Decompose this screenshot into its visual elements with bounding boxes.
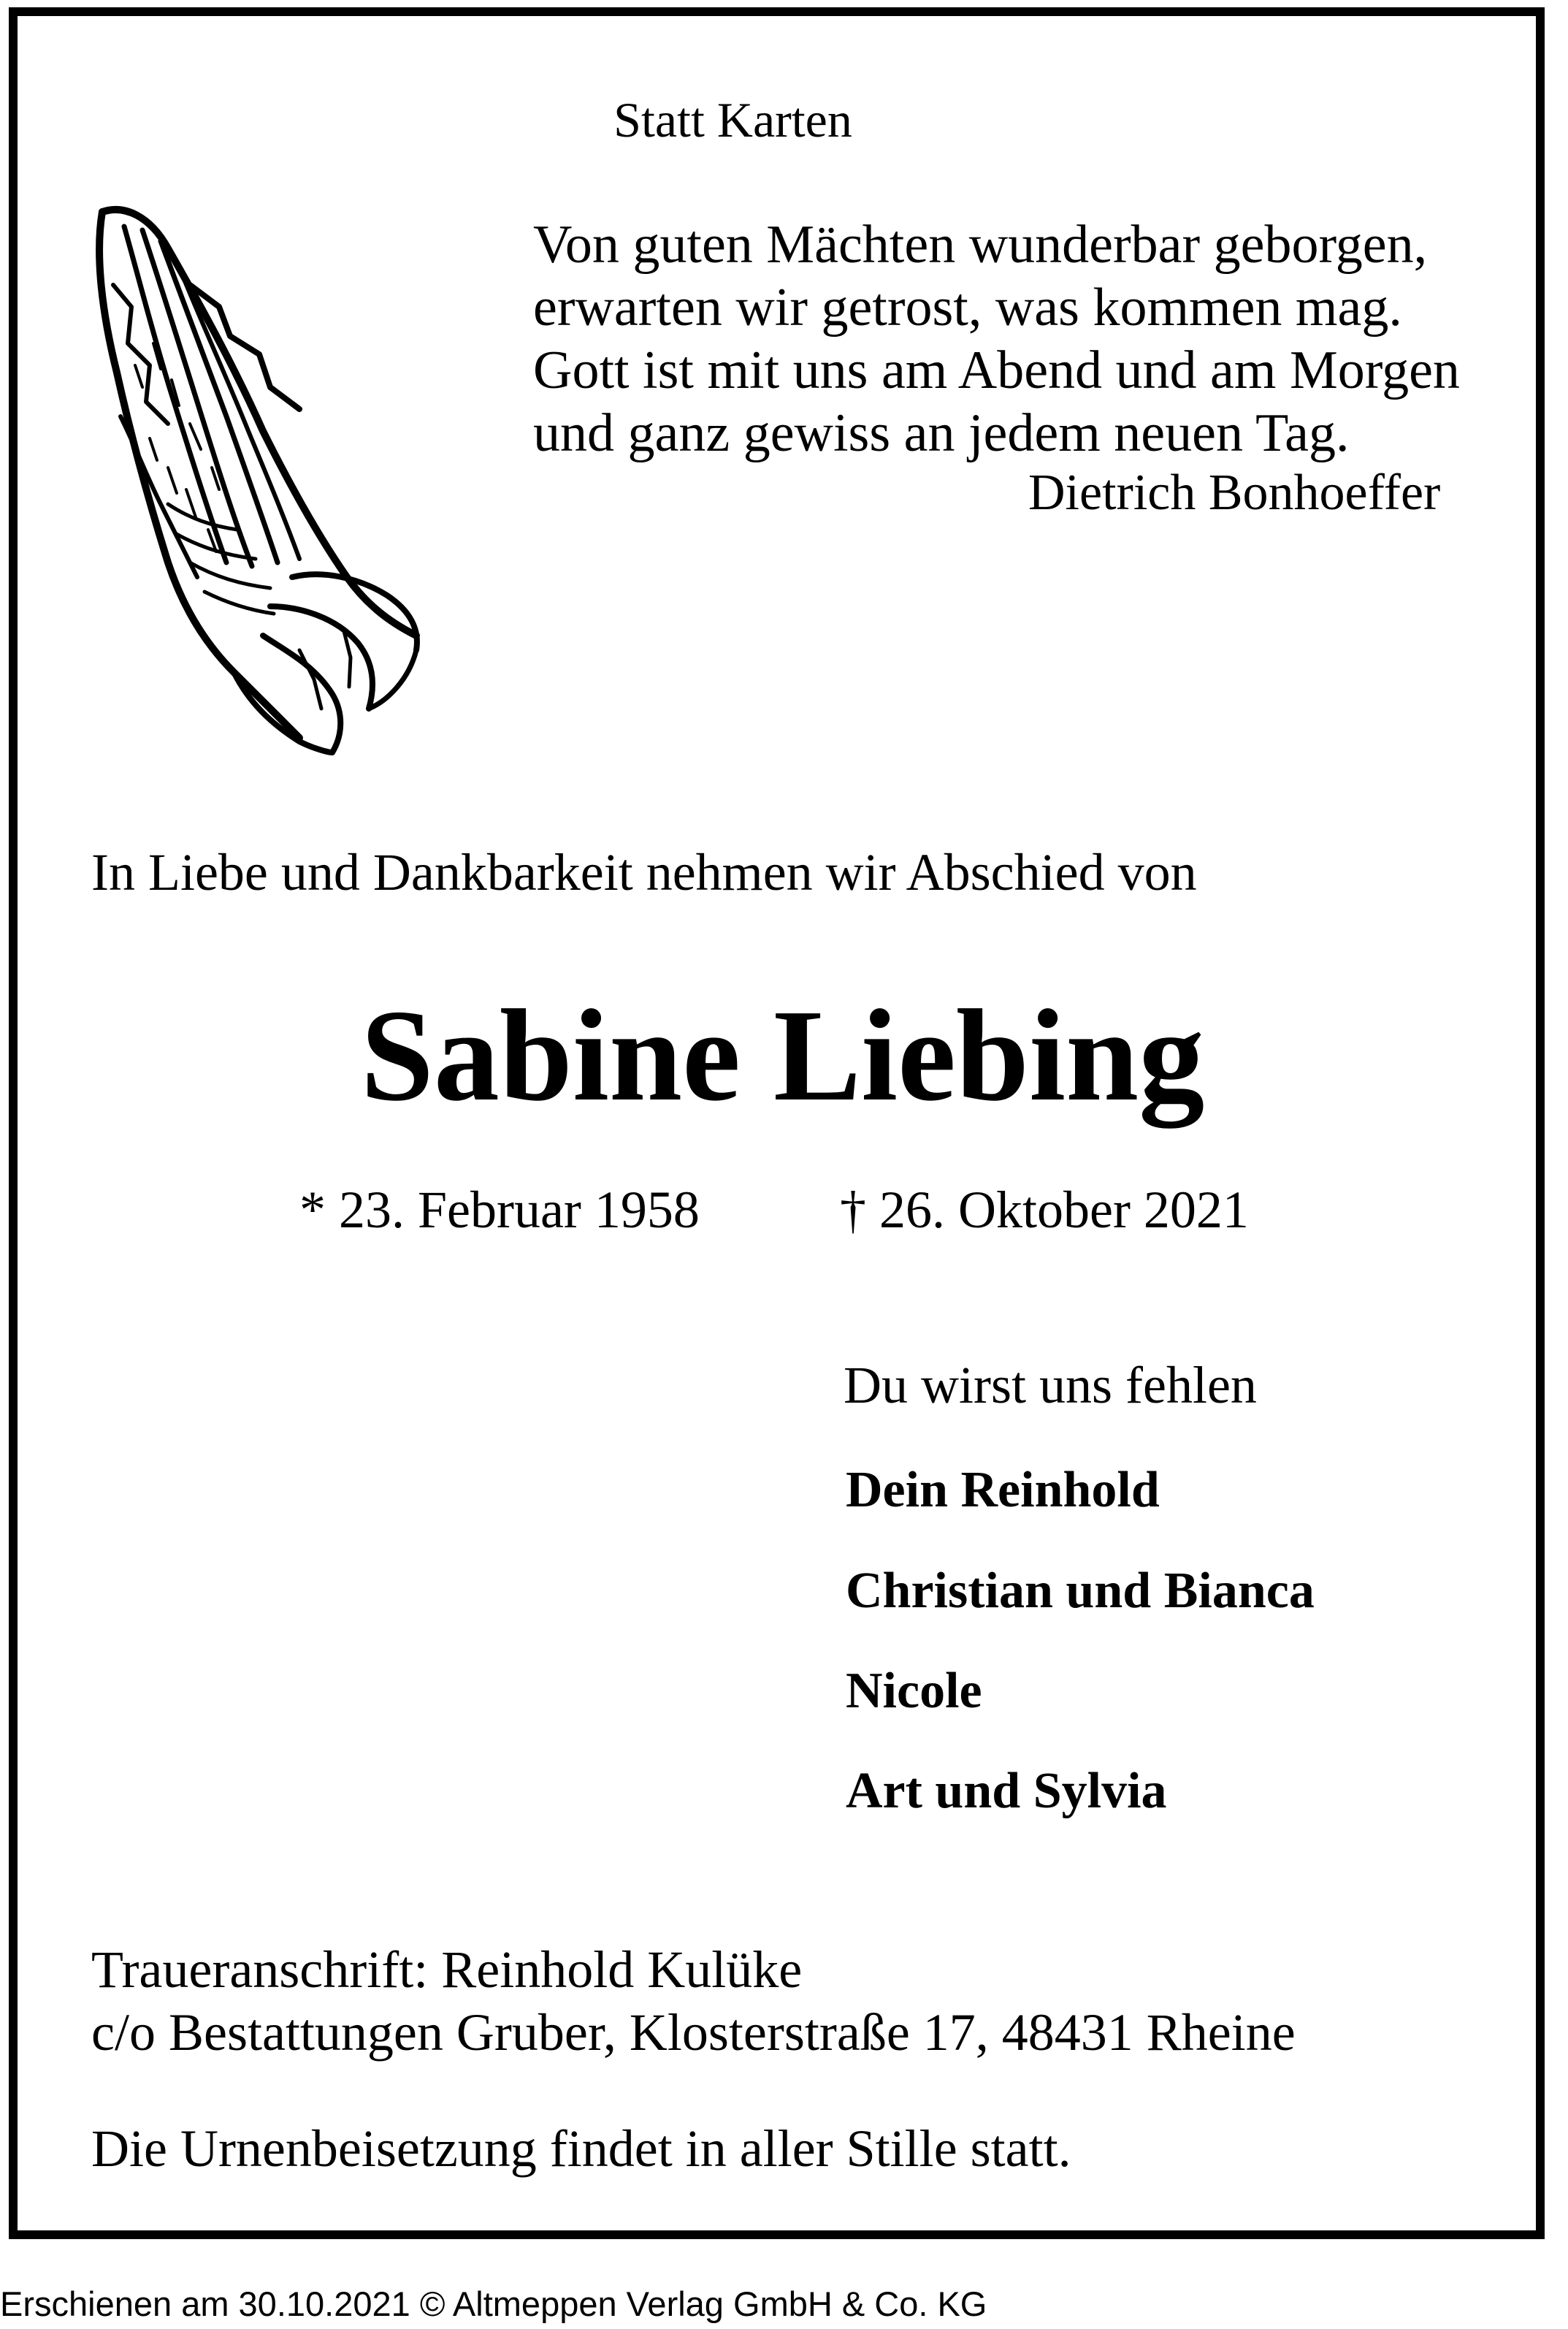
mourner-name: Art und Sylvia [846,1763,1167,1819]
praying-hands-icon [80,197,431,760]
poem-author: Dietrich Bonhoeffer [1028,465,1441,521]
mourner-name: Christian und Bianca [846,1563,1315,1619]
closing-text: Du wirst uns fehlen [844,1356,1257,1414]
mourner-name: Dein Reinhold [846,1462,1160,1518]
mourning-address-line: Traueranschrift: Reinhold Kulüke [91,1940,803,1999]
poem-line: erwarten wir getrost, was kommen mag. [533,278,1402,338]
publication-footer: Erschienen am 30.10.2021 © Altmeppen Verlag GmbH & Co. KG [0,2284,987,2323]
birth-date: * 23. Februar 1958 [299,1181,700,1239]
death-date: † 26. Oktober 2021 [840,1181,1249,1239]
notice-heading [0,92,1568,148]
poem-line: Gott ist mit uns am Abend und am Morgen [533,340,1460,400]
poem [533,213,1483,465]
mourning-address-line: c/o Bestattungen Gruber, Klosterstraße 17, 48431 Rheine [91,2003,1296,2062]
deceased-name [0,983,1568,1128]
poem-line: und ganz gewiss an jedem neuen Tag. [533,403,1350,463]
poem-line: Von guten Mächten wunderbar geborgen, [533,215,1428,275]
burial-note: Die Urnenbeisetzung findet in aller Stille statt. [91,2119,1071,2178]
deceased-name-text: Sabine Liebing [360,983,1205,1128]
notice-heading-text: Statt Karten [613,92,852,148]
mourner-name: Nicole [846,1663,982,1719]
farewell-text: In Liebe und Dankbarkeit nehmen wir Abschied von [91,843,1197,902]
